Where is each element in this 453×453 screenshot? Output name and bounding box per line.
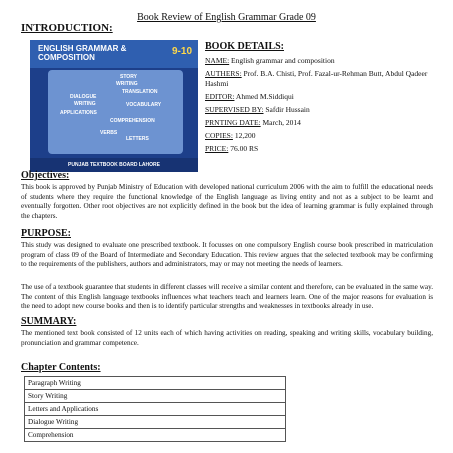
cover-publisher: PUNJAB TEXTBOOK BOARD LAHORE [30, 158, 198, 172]
detail-value: Prof. B.A. Chisti, Prof. Fazal-ur-Rehman Butt, Abdul Qadeer Hashmi [205, 69, 428, 88]
table-row [25, 416, 286, 429]
cover-word: LETTERS [126, 136, 149, 142]
chapter-contents-table [24, 376, 286, 442]
purpose-paragraph: The use of a textbook guarantee that students in different classes will receive a similar content and therefore, can be evaluated in the same way. The content of this English language textbooks influences what teachers teach and learners learn. One of the major reasons for evaluation is the need to adopt new course books and then is to identify particular strengths and weaknesses in textbooks already in use. [21, 283, 433, 310]
detail-authors [205, 69, 445, 89]
detail-editor [205, 92, 445, 102]
chapter-cell: Paragraph Writing [25, 377, 286, 390]
detail-label: PRICE: [205, 144, 229, 153]
table-row [25, 390, 286, 403]
detail-price [205, 144, 445, 154]
cover-word: WRITING [74, 101, 96, 107]
detail-label: COPIES: [205, 131, 233, 140]
chapter-cell: Letters and Applications [25, 403, 286, 416]
detail-label: AUTHERS: [205, 69, 242, 78]
cover-word: VOCABULARY [126, 102, 162, 108]
table-row [25, 403, 286, 416]
detail-name [205, 56, 445, 66]
chapter-cell: Dialogue Writing [25, 416, 286, 429]
book-details-heading: BOOK DETAILS: [205, 41, 284, 52]
chapter-cell: Comprehension [25, 429, 286, 442]
table-row [25, 429, 286, 442]
introduction-heading: INTRODUCTION: [21, 22, 113, 34]
purpose-heading: PURPOSE: [21, 228, 71, 239]
detail-supervisor [205, 105, 445, 115]
cover-title: ENGLISH GRAMMAR & COMPOSITION [38, 44, 127, 62]
detail-label: NAME: [205, 56, 230, 65]
detail-label: EDITOR: [205, 92, 235, 101]
table-row [25, 377, 286, 390]
detail-value: Ahmed M.Siddiqui [234, 92, 294, 101]
cover-word: DIALOGUE [70, 94, 97, 100]
cover-word: STORY [120, 74, 137, 80]
cover-word: TRANSLATION [122, 89, 158, 95]
detail-value: 12,200 [232, 131, 256, 140]
cover-word: WRITING [116, 81, 138, 87]
detail-label: PRNTING DATE: [205, 118, 261, 127]
detail-value: March, 2014 [260, 118, 301, 127]
detail-value: English grammar and composition [229, 56, 335, 65]
book-cover-image [30, 40, 198, 172]
summary-heading: SUMMARY: [21, 316, 77, 327]
purpose-paragraph: This study was designed to evaluate one prescribed textbook. It focusses on one compulsory English course book prescribed in matriculation program of class 09 of the Board of Intermediate and Secondary Education. This review argues that the selected textbook may be confirming to the requirements of the publishers, authors and administrators, may or may not meeting the needs of learners. [21, 241, 433, 268]
detail-copies [205, 131, 445, 141]
detail-value: 76.00 RS [228, 144, 259, 153]
summary-text: The mentioned text book consisted of 12 units each of which having activities on reading, speaking and writing skills, vocabulary building, pronunciation and grammar competence. [21, 329, 433, 347]
chapter-cell: Story Writing [25, 390, 286, 403]
document-title: Book Review of English Grammar Grade 09 [137, 12, 316, 23]
cover-word: COMPREHENSION [110, 118, 155, 124]
chapter-contents-heading: Chapter Contents: [21, 362, 101, 373]
detail-label: SUPERVISED BY: [205, 105, 264, 114]
objectives-heading: Objectives: [21, 170, 70, 181]
detail-value: Safdir Hussain [263, 105, 310, 114]
cover-word: APPLICATIONS [60, 110, 97, 116]
book-details [205, 42, 445, 157]
cover-word: VERBS [100, 130, 118, 136]
detail-printing-date [205, 118, 445, 128]
objectives-text: This book is approved by Punjab Ministry of Education with developed national curriculum 2006 with the aim to fulfill the educational needs of students where they require the functional knowledge of the English language as living entity and not as a subject to be learnt and eventually forgotten. Other root objectives are not explicitly defined in the book but the idea of learning grammar is fully explained through the chapters. [21, 183, 433, 220]
cover-grade: 9-10 [171, 46, 192, 57]
